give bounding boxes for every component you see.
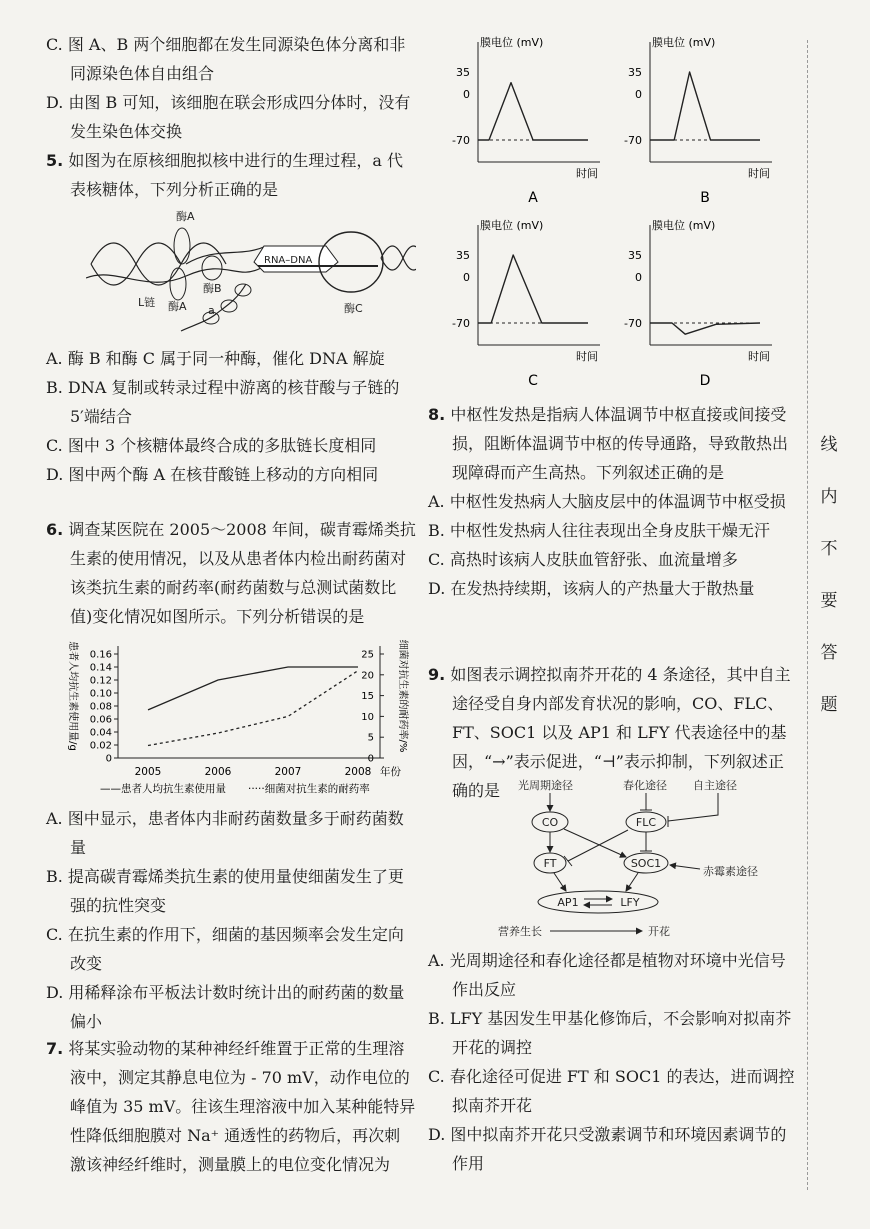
q6-left-tick-label: 0.06: [89, 714, 112, 726]
q6-left-tick-label: 0.08: [89, 701, 112, 713]
q5-option-b: B. DNA 复制或转录过程中游离的核苷酸与子链的 5′端结合: [46, 378, 400, 426]
q6-stem: 6. 调查某医院在 2005～2008 年间，碳青霉烯类抗生素的使用情况，以及从患者体内检出耐药菌对该类抗生素的耐药率(耐药菌数与总测试菌数比值)变化情况如图所示。下列分析错误的是: [46, 520, 416, 626]
label-vegetative: 营养生长: [498, 925, 542, 938]
q7-ylabel: 膜电位 (mV): [480, 36, 544, 49]
q4-tail: [46, 30, 416, 146]
node-ap1-lfy: [538, 891, 658, 913]
q9-option-b: B. LFY 基因发生甲基化修饰后，不会影响对拟南芥开花的调控: [428, 1009, 792, 1057]
q7-potential-curve: [650, 72, 760, 140]
q7-panel-d: [624, 218, 772, 389]
q7-ylabel: 膜电位 (mV): [652, 36, 716, 49]
q6-ylabel-left: 患者人均抗生素使用量/g: [67, 641, 78, 751]
q7-potential-curve: [478, 255, 588, 323]
q7-potential-panels: [428, 30, 800, 400]
q6-right-tick-label: 20: [361, 670, 374, 682]
q6-right-tick-label: 0: [367, 753, 374, 765]
q7-panel-letter: A: [528, 190, 538, 206]
dna-helix-left-top: [91, 243, 226, 285]
q7-xlabel: 时间: [748, 167, 770, 180]
dna-helix-left-bottom: [91, 243, 181, 285]
q7-panel-letter: D: [699, 373, 711, 389]
q7-ytick-label: 0: [463, 271, 470, 284]
q7-potential-curve: [478, 83, 588, 140]
q7-ylabel: 膜电位 (mV): [480, 219, 544, 232]
label-autonomous: 自主途径: [693, 779, 737, 792]
q7-ytick-label: -70: [452, 317, 470, 330]
q6-right-tick-label: 10: [361, 711, 374, 723]
q6-right-tick-label: 15: [361, 691, 374, 703]
q6-x-suffix: 年份: [380, 766, 401, 778]
label-enzyme-b: 酶B: [203, 282, 222, 295]
q5-stem: 5. 如图为在原核细胞拟核中进行的生理过程，a 代表核糖体，下列分析正确的是: [46, 151, 403, 199]
q7-ytick-label: 35: [628, 249, 642, 262]
q7-potential-curve: [650, 323, 760, 334]
q7-ytick-label: 35: [456, 66, 470, 79]
q7-panel-b: [624, 35, 772, 206]
q7-ytick-label: 0: [635, 271, 642, 284]
label-a: a: [208, 304, 215, 317]
enzyme-a-bottom-shape: [170, 268, 186, 300]
q6-right-tick-label: 5: [367, 732, 374, 744]
label-photoperiod: 光周期途径: [518, 779, 573, 792]
q6-left-tick-label: 0.12: [89, 675, 112, 687]
label-enzyme-c: 酶C: [344, 302, 363, 315]
label-lfy: LFY: [620, 896, 640, 909]
label-vernalization: 春化途径: [623, 779, 667, 792]
enzyme-b-shape: [202, 256, 222, 280]
label-flowering: 开花: [648, 925, 670, 938]
q4-option-c: C. 图 A、B 两个细胞都在发生同源染色体分离和非同源染色体自由组合: [46, 35, 406, 83]
question-8: [428, 400, 798, 603]
q7-stem: 7. 将某实验动物的某种神经纤维置于正常的生理溶液中，测定其静息电位为 - 70 mV，动作电位的峰值为 35 mV。往该生理溶液中加入某种能特异性降低细胞膜对 Na⁺ 通透性的药物后，再次刺激该神经纤维时，测量膜上的电位变化情况为: [46, 1039, 416, 1174]
q7-ytick-label: 35: [628, 66, 642, 79]
q6-option-c: C. 在抗生素的作用下，细菌的基因频率会发生定向改变: [46, 925, 404, 973]
label-co: CO: [541, 816, 559, 829]
q6-legend-solid: ——患者人均抗生素使用量: [100, 783, 226, 795]
q6-right-tick-label: 25: [361, 649, 374, 661]
q6-legend-dashed: ·····细菌对抗生素的耐药率: [248, 783, 370, 795]
q7-ytick-label: -70: [452, 134, 470, 147]
q9-options: [428, 946, 798, 1178]
q9-option-a: A. 光周期途径和春化途径都是植物对环境中光信号作出反应: [428, 951, 786, 999]
q9-option-d: D. 图中拟南芥开花只受激素调节和环境因素调节的作用: [428, 1125, 787, 1173]
question-5: [46, 146, 416, 204]
q6-left-tick-label: 0: [105, 753, 112, 765]
q6-series-usage: [148, 667, 358, 710]
q8-stem: 8. 中枢性发热是指病人体温调节中枢直接或间接受损，阻断体温调节中枢的传导通路，导致散热出现障碍而产生高热。下列叙述正确的是: [428, 405, 789, 482]
q6-left-tick-label: 0.10: [89, 688, 112, 700]
question-7: [46, 1034, 416, 1179]
label-gibberellin: 赤霉素途径: [703, 865, 758, 878]
q7-xlabel: 时间: [748, 350, 770, 363]
q7-panel-c: [452, 218, 600, 389]
q6-option-b: B. 提高碳青霉烯类抗生素的使用量使细菌发生了更强的抗性突变: [46, 867, 404, 915]
question-6: [46, 515, 416, 631]
q6-antibiotic-chart: [60, 636, 410, 798]
q5-options: [46, 344, 416, 489]
q5-option-a: A. 酶 B 和酶 C 属于同一种酶，催化 DNA 解旋: [46, 349, 385, 368]
q7-xlabel: 时间: [576, 350, 598, 363]
label-soc1: SOC1: [630, 857, 662, 870]
q7-ytick-label: -70: [624, 317, 642, 330]
q8-option-a: A. 中枢性发热病人大脑皮层中的体温调节中枢受损: [428, 492, 786, 511]
q7-panel-a: [452, 35, 600, 206]
ribosome-2: [221, 300, 237, 312]
q6-x-tick-label: 2006: [204, 766, 232, 778]
q7-ytick-label: 0: [635, 88, 642, 101]
label-flc: FLC: [635, 816, 657, 829]
q8-option-b: B. 中枢性发热病人往往表现出全身皮肤干燥无汗: [428, 521, 770, 540]
q7-ytick-label: -70: [624, 134, 642, 147]
q5-option-d: D. 图中两个酶 A 在核苷酸链上移动的方向相同: [46, 465, 379, 484]
q5-replication-diagram: [86, 206, 416, 338]
label-l-chain: L链: [138, 296, 156, 309]
q6-option-d: D. 用稀释涂布平板法计数时统计出的耐药菌的数量偏小: [46, 983, 405, 1031]
q7-ytick-label: 35: [456, 249, 470, 262]
q6-left-tick-label: 0.04: [89, 727, 112, 739]
label-ft: FT: [543, 857, 557, 870]
q6-left-tick-label: 0.14: [89, 662, 112, 674]
q7-panel-letter: B: [700, 190, 710, 206]
label-ap1: AP1: [557, 896, 579, 909]
label-enzyme-a-bottom: 酶A: [168, 300, 187, 313]
q6-x-tick-label: 2005: [134, 766, 162, 778]
q6-x-tick-label: 2008: [344, 766, 372, 778]
enzyme-a-top-shape: [174, 228, 190, 264]
q6-ylabel-right: 细菌对抗生素的耐药率/%: [397, 639, 408, 753]
label-rna-dna: RNA–DNA: [264, 255, 313, 266]
q7-xlabel: 时间: [576, 167, 598, 180]
q6-options: [46, 804, 416, 1036]
q6-option-a: A. 图中显示，患者体内非耐药菌数量多于耐药菌数量: [46, 809, 404, 857]
q9-stem: 9. 如图表示调控拟南芥开花的 4 条途径，其中自主途径受自身内部发育状况的影响，CO、FLC、FT、SOC1 以及 AP1 和 LFY 代表途径中的基因，“→”表示促进，“⊣”表示抑制，下列叙述正确的是: [428, 665, 791, 800]
q6-left-tick-label: 0.02: [89, 740, 112, 752]
label-enzyme-a-top: 酶A: [176, 210, 195, 223]
ribosome-1: [235, 284, 251, 296]
q7-ytick-label: 0: [463, 88, 470, 101]
q6-left-tick-label: 0.16: [89, 649, 112, 661]
q9-option-c: C. 春化途径可促进 FT 和 SOC1 的表达，进而调控拟南芥开花: [428, 1067, 795, 1115]
q8-option-c: C. 高热时该病人皮肤血管舒张、血流量增多: [428, 550, 738, 569]
q5-option-c: C. 图中 3 个核糖体最终合成的多肽链长度相同: [46, 436, 377, 455]
q6-x-tick-label: 2007: [274, 766, 302, 778]
q7-ylabel: 膜电位 (mV): [652, 219, 716, 232]
q6-series-resistance: [148, 671, 358, 746]
q9-flowering-diagram: [488, 775, 788, 945]
q7-panel-letter: C: [528, 373, 538, 389]
side-warning: 线 内 不 要 答 题: [820, 435, 838, 715]
binding-line: [807, 40, 808, 1190]
q4-option-d: D. 由图 B 可知，该细胞在联会形成四分体时，没有发生染色体交换: [46, 93, 411, 141]
q8-option-d: D. 在发热持续期，该病人的产热量大于散热量: [428, 579, 755, 598]
